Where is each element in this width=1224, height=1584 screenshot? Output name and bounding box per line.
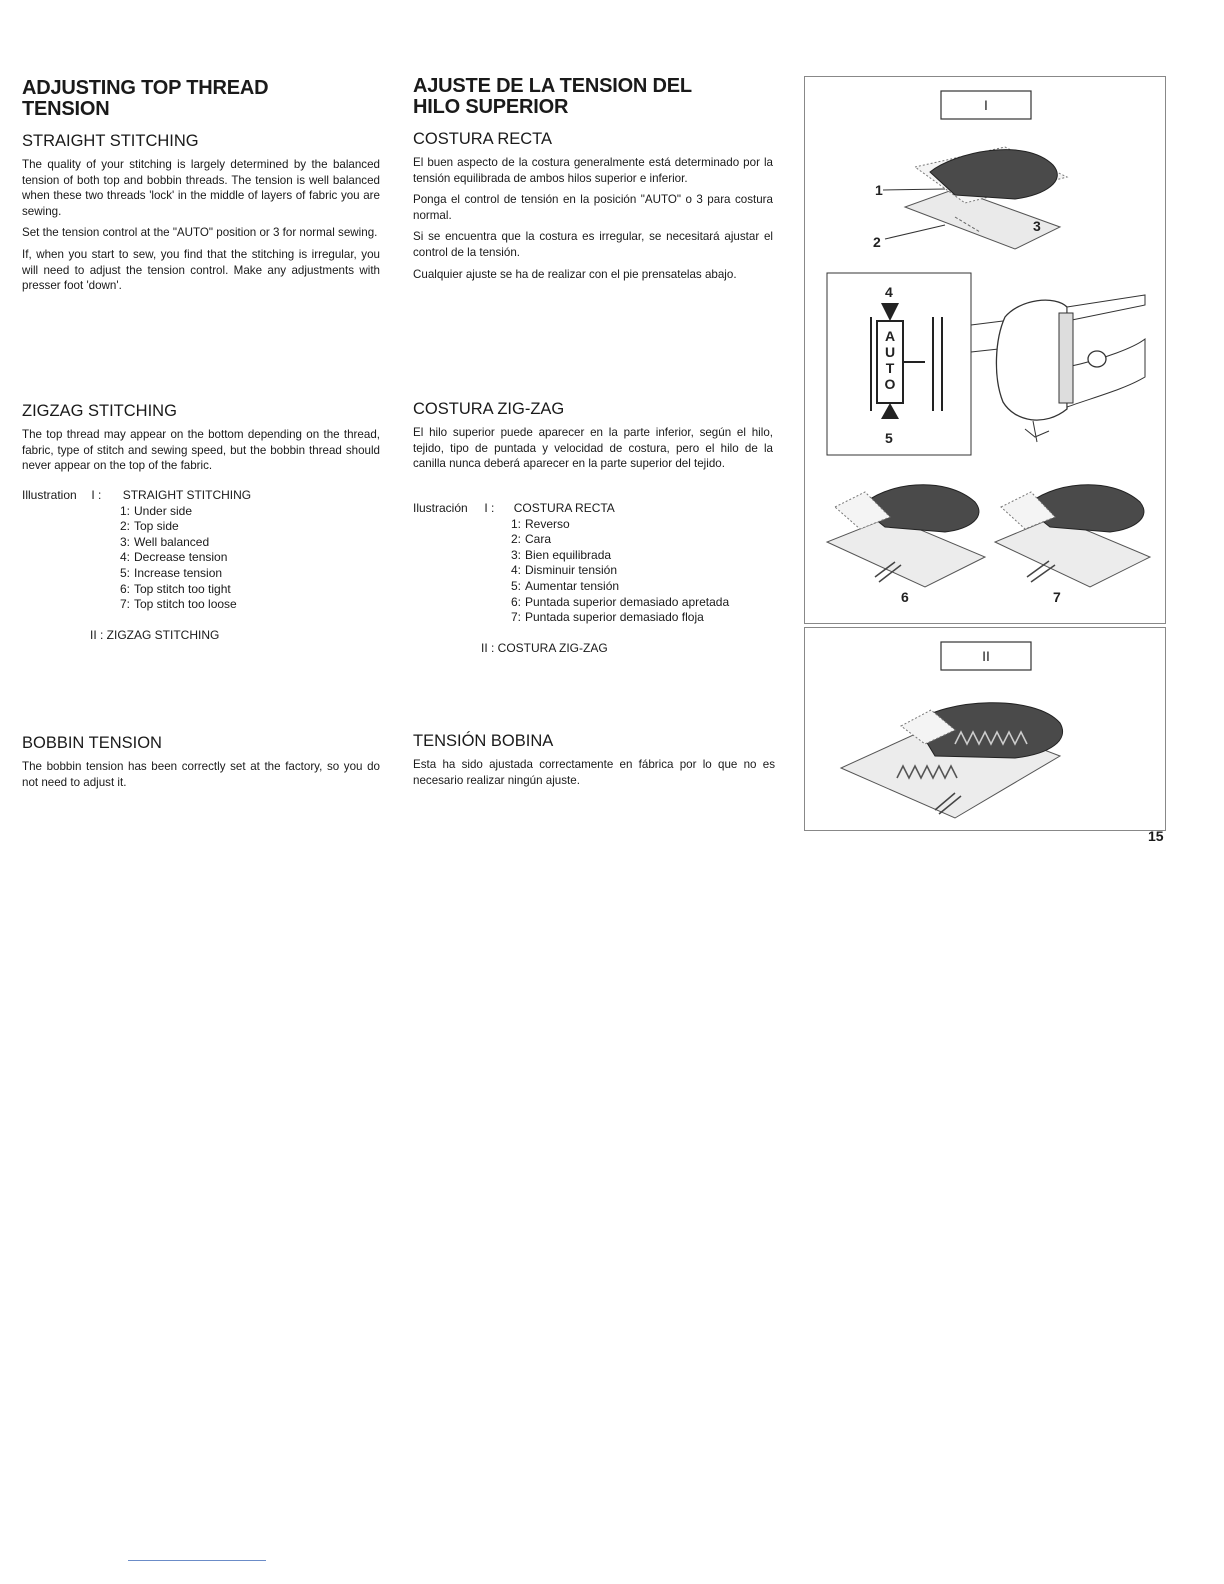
costura-recta-paragraph-3: Si se encuentra que la costura es irregular, se necesitará ajustar el control de la tensión. xyxy=(413,230,773,259)
panel-I-drawing xyxy=(805,77,1165,623)
english-zigzag-section xyxy=(22,402,380,480)
legend-item: 1: Under side xyxy=(119,503,193,518)
zigzag-stitching-paragraph: The top thread may appear on the bottom depending on the thread, fabric, type of stitch and sewing speed, but the bobbin thread should never appear on the top of the fabric. xyxy=(22,428,380,473)
costura-recta-heading: COSTURA RECTA xyxy=(413,130,553,148)
callout-1: 1 xyxy=(875,182,883,198)
legend-item: 4: Decrease tension xyxy=(119,550,228,565)
english-bobbin-section xyxy=(22,734,380,796)
callout-5: 5 xyxy=(885,430,893,446)
tension-bobina-heading: TENSIÓN BOBINA xyxy=(413,732,554,750)
legend-item: 3: Bien equilibrada xyxy=(510,547,612,562)
panel-II-drawing xyxy=(805,628,1165,830)
spanish-column xyxy=(413,76,773,288)
callout-6: 6 xyxy=(901,589,909,605)
callout-2: 2 xyxy=(873,234,881,250)
costura-recta-paragraph-4: Cualquier ajuste se ha de realizar con el pie prensatelas abajo. xyxy=(413,267,737,281)
callout-4: 4 xyxy=(885,284,893,300)
page-number: 15 xyxy=(1148,828,1164,844)
straight-stitching-paragraph-3: If, when you start to sew, you find that the stitching is irregular, you will need to adjust the tension control. Make any adjustments with presser foot 'down'. xyxy=(22,247,380,293)
spanish-zigzag-section xyxy=(413,400,773,478)
straight-stitching-paragraph-1: The quality of your stitching is largely determined by the balanced tension of both top and bobbin threads. The tension is well balanced when these two threads 'lock' in the middle of layers of fabric you are sewing. xyxy=(22,158,380,218)
fabric-top-stitch-tight-icon xyxy=(827,485,985,587)
panel-II-label: II xyxy=(982,648,990,664)
english-legend xyxy=(22,488,251,643)
legend-item: 7: Puntada superior demasiado floja xyxy=(510,610,704,625)
dial-letter: U xyxy=(884,344,896,360)
legend-I-marker: I : xyxy=(91,488,102,502)
spanish-legend xyxy=(413,501,729,656)
legend-header xyxy=(22,488,251,504)
legend-item: 2: Cara xyxy=(510,532,552,547)
callout-line-1 xyxy=(883,189,945,190)
fabric-well-balanced-icon xyxy=(905,147,1067,249)
dial-letter: A xyxy=(884,328,896,344)
costura-recta-paragraph-1: El buen aspecto de la costura generalmente está determinado por la tensión equilibrada de ambos hilos superior e inferior. xyxy=(413,156,773,185)
bobbin-tension-paragraph: The bobbin tension has been correctly set at the factory, so you do not need to adjust it. xyxy=(22,760,380,789)
illustration-label: Illustration xyxy=(22,488,77,502)
footer-rule xyxy=(128,1560,266,1561)
legend-I-marker: I : xyxy=(484,501,495,515)
fabric-zigzag-icon xyxy=(841,703,1063,818)
legend-header xyxy=(413,501,729,517)
callout-7: 7 xyxy=(1053,589,1061,605)
legend-item: 2: Top side xyxy=(119,519,179,534)
dial-letter: O xyxy=(884,376,896,392)
legend-II: II : ZIGZAG STITCHING xyxy=(90,627,220,642)
illustration-panel-II xyxy=(804,627,1166,831)
legend-item: 5: Increase tension xyxy=(119,565,223,580)
illustration-panel-I xyxy=(804,76,1166,624)
legend-item: 6: Puntada superior demasiado apretada xyxy=(510,594,730,609)
legend-item: 4: Disminuir tensión xyxy=(510,563,618,578)
legend-item: 1: Reverso xyxy=(510,516,570,531)
callout-line-2 xyxy=(885,225,945,239)
legend-item: 6: Top stitch too tight xyxy=(119,581,231,596)
costura-zigzag-paragraph: El hilo superior puede aparecer en la parte inferior, según el hilo, tejido, tipo de puntada y velocidad de costura, pero el hilo de la canilla nunca deberá aparecer en la parte superior del tejido. xyxy=(413,426,773,471)
bobbin-tension-heading: BOBBIN TENSION xyxy=(22,734,162,752)
legend-item: 5: Aumentar tensión xyxy=(510,578,620,593)
fabric-top-stitch-loose-icon xyxy=(995,485,1150,587)
legend-item: 7: Top stitch too loose xyxy=(119,597,237,612)
costura-zigzag-heading: COSTURA ZIG-ZAG xyxy=(413,400,565,418)
page-title-es: AJUSTE DE LA TENSION DEL HILO SUPERIOR xyxy=(413,75,692,118)
callout-3: 3 xyxy=(1033,218,1041,234)
straight-stitching-paragraph-2: Set the tension control at the "AUTO" position or 3 for normal sewing. xyxy=(22,226,378,240)
dial-letter: T xyxy=(885,360,895,376)
illustration-label: Ilustración xyxy=(413,501,468,515)
legend-item: 3: Well balanced xyxy=(119,534,210,549)
legend-I-title: STRAIGHT STITCHING xyxy=(122,488,252,502)
legend-I-title: COSTURA RECTA xyxy=(513,501,615,515)
spanish-bobbin-section xyxy=(413,732,775,794)
costura-recta-paragraph-2: Ponga el control de tensión en la posición "AUTO" o 3 para costura normal. xyxy=(413,193,773,222)
page-title-en: ADJUSTING TOP THREAD TENSION xyxy=(22,77,269,120)
zigzag-stitching-heading: ZIGZAG STITCHING xyxy=(22,402,177,420)
legend-II: II : COSTURA ZIG-ZAG xyxy=(481,640,608,655)
english-column xyxy=(22,78,380,300)
sewing-machine-icon xyxy=(996,295,1145,442)
straight-stitching-heading: STRAIGHT STITCHING xyxy=(22,132,199,150)
tension-bobina-paragraph: Esta ha sido ajustada correctamente en fábrica por lo que no es necesario realizar ningún ajuste. xyxy=(413,758,775,787)
panel-I-label: I xyxy=(984,97,988,113)
